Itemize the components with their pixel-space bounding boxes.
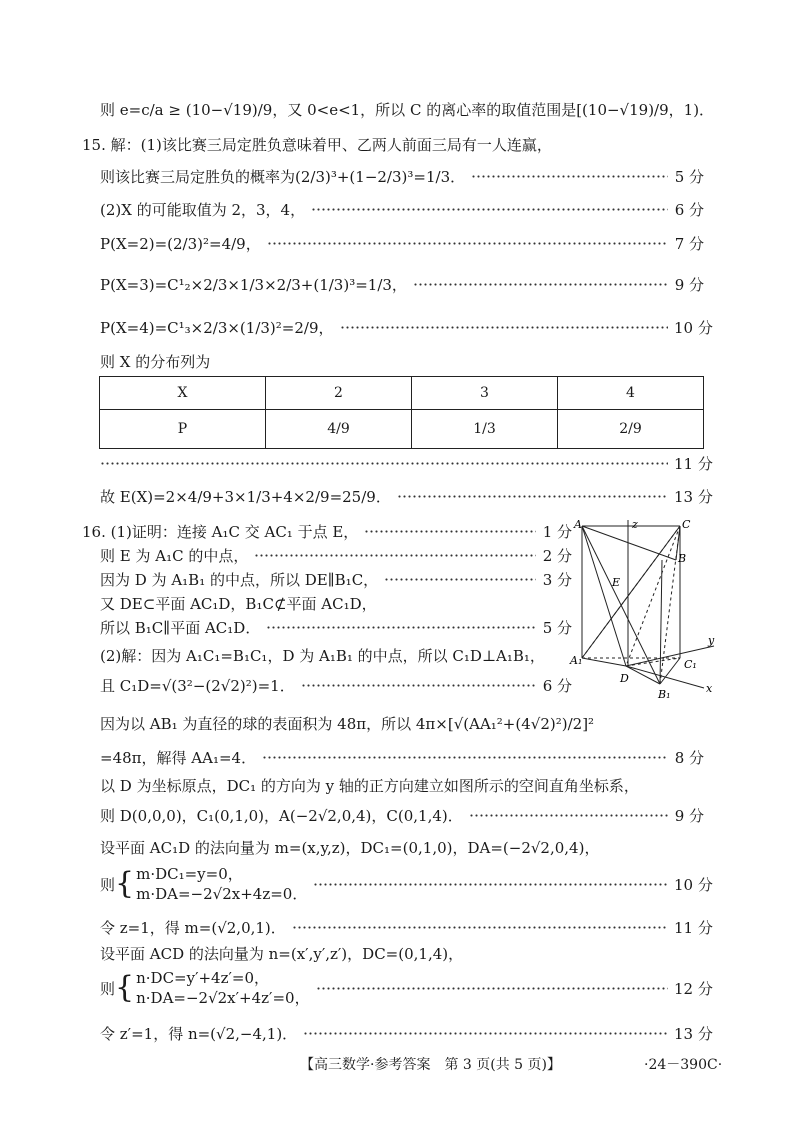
leader-dots xyxy=(413,283,668,286)
figure-label: B₁ xyxy=(658,688,671,701)
text-line: 令 z=1，得 m=(√2,0,1)． 11 分 xyxy=(100,918,713,937)
text-line: P(X=3)=C¹₂×2/3×1/3×2/3+(1/3)³=1/3， 9 分 xyxy=(100,275,704,294)
table-cell: 4/9 xyxy=(266,410,412,449)
score: 10 分 xyxy=(674,318,713,337)
leader-dots xyxy=(469,814,668,817)
leader-dots xyxy=(384,578,536,581)
leader-dots xyxy=(313,883,668,886)
table-header-cell: 3 xyxy=(412,377,558,410)
leader-dots xyxy=(292,926,668,929)
score: 6 分 xyxy=(542,676,572,695)
text-line: 又 DE⊂平面 AC₁D，B₁C⊄平面 AC₁D， xyxy=(100,594,377,613)
text-line: 令 z′=1，得 n=(√2,−4,1)． 13 分 xyxy=(100,1024,713,1043)
text-line: 则该比赛三局定胜负的概率为(2/3)³+(1−2/3)³=1/3． 5 分 xyxy=(100,167,704,186)
score: 11 分 xyxy=(674,918,713,937)
leader-dots xyxy=(100,462,668,465)
text-line: 所以 B₁C∥平面 AC₁D． 5 分 xyxy=(100,618,572,637)
page-footer: 【高三数学·参考答案 第 3 页(共 5 页)】 xyxy=(300,1057,561,1073)
figure-label: E xyxy=(612,576,621,589)
leader-dots xyxy=(301,684,536,687)
leader-dots xyxy=(471,175,668,178)
figure-label: C xyxy=(682,518,691,531)
figure-label: A xyxy=(574,518,582,531)
leader-dots xyxy=(364,530,536,533)
problem-16-heading: 16. (1)证明：连接 A₁C 交 AC₁ 于点 E， xyxy=(82,522,359,541)
text-line xyxy=(100,450,713,476)
score: 5 分 xyxy=(674,167,704,186)
text-line: P(X=2)=(2/3)²=4/9， 7 分 xyxy=(100,234,704,253)
exam-code: ·24－390C· xyxy=(644,1057,723,1073)
text-line: (2)X 的可能取值为 2，3，4， 6 分 xyxy=(100,200,704,219)
text-line: 且 C₁D=√(3²−(2√2)²)=1． 6 分 xyxy=(100,676,572,695)
text-line: 则 { n·DC=y′+4z′=0， n·DA=−2√2x′+4z′=0， 12 分 xyxy=(100,969,713,1007)
score: 2 分 xyxy=(542,546,572,565)
leader-dots xyxy=(267,242,668,245)
text-line xyxy=(100,96,715,122)
text-line: 则 { m·DC₁=y=0， m·DA=−2√2x+4z=0． 10 分 xyxy=(100,865,713,903)
text-line xyxy=(82,131,686,157)
text-line: P(X=4)=C¹₃×2/3×(1/3)²=2/9， 10 分 xyxy=(100,318,713,337)
text-line: 设平面 ACD 的法向量为 n=(x′,y′,z′)，DC=(0,1,4)， xyxy=(100,944,464,963)
table-cell: 1/3 xyxy=(412,410,558,449)
figure-label: D xyxy=(620,672,629,685)
text-line: =48π，解得 AA₁=4． 8 分 xyxy=(100,748,704,767)
score: 5 分 xyxy=(542,618,572,637)
score: 9 分 xyxy=(674,275,704,294)
score: 11 分 xyxy=(674,454,713,473)
leader-dots xyxy=(254,554,536,557)
text-line: 则 D(0,0,0)，C₁(0,1,0)，A(−2√2,0,4)，C(0,1,4)． 9 分 xyxy=(100,806,704,825)
eccentricity-conclusion: 则 e=c/a ≥ (10−√19)/9，又 0<e<1，所以 C 的离心率的取值范围是[(10−√19)/9，1)． xyxy=(100,100,715,119)
leader-dots xyxy=(311,208,668,211)
figure-label: z xyxy=(632,518,638,531)
leader-dots xyxy=(340,326,668,329)
score: 3 分 xyxy=(542,570,572,589)
score: 6 分 xyxy=(674,200,704,219)
score: 13 分 xyxy=(674,487,713,506)
text-line: 设平面 AC₁D 的法向量为 m=(x,y,z)，DC₁=(0,1,0)，DA=(−2√2,0,4)， xyxy=(100,838,600,857)
table-header-cell: X xyxy=(100,377,266,410)
text-line xyxy=(82,518,572,544)
text-line: (2)解：因为 A₁C₁=B₁C₁，D 为 A₁B₁ 的中点，所以 C₁D⊥A₁B₁， xyxy=(100,646,545,665)
text-line: 以 D 为坐标原点，DC₁ 的方向为 y 轴的正方向建立如图所示的空间直角坐标系， xyxy=(100,776,639,795)
equation-system: n·DC=y′+4z′=0， n·DA=−2√2x′+4z′=0， xyxy=(136,969,310,1007)
prism-figure xyxy=(568,516,718,702)
problem-15-heading: 15. 解：(1)该比赛三局定胜负意味着甲、乙两人前面三局有一人连赢， xyxy=(82,135,552,154)
score: 9 分 xyxy=(674,806,704,825)
leader-dots xyxy=(397,495,668,498)
table-header-cell: 2 xyxy=(266,377,412,410)
text-line: 因为 D 为 A₁B₁ 的中点，所以 DE∥B₁C， 3 分 xyxy=(100,570,572,589)
text-line: 因为以 AB₁ 为直径的球的表面积为 48π，所以 4π×[√(AA₁²+(4√2)²)/2]² xyxy=(100,714,595,733)
figure-label: C₁ xyxy=(684,658,697,671)
table-header-cell: 4 xyxy=(558,377,704,410)
table-cell: 2/9 xyxy=(558,410,704,449)
leader-dots xyxy=(316,987,668,990)
equation-system: m·DC₁=y=0， m·DA=−2√2x+4z=0． xyxy=(136,865,308,903)
table-row-label: P xyxy=(100,410,266,449)
leader-dots xyxy=(262,756,668,759)
figure-label: B xyxy=(678,552,687,565)
score: 1 分 xyxy=(542,522,572,541)
text-line: 则 E 为 A₁C 的中点， 2 分 xyxy=(100,546,572,565)
score: 8 分 xyxy=(674,748,704,767)
figure-label: y xyxy=(708,634,715,647)
score: 12 分 xyxy=(674,979,713,998)
score: 13 分 xyxy=(674,1024,713,1043)
text-line: 故 E(X)=2×4/9+3×1/3+4×2/9=25/9． 13 分 xyxy=(100,487,713,506)
figure-label: A₁ xyxy=(570,654,583,667)
text-line: 则 X 的分布列为 xyxy=(100,352,211,371)
leader-dots xyxy=(303,1032,668,1035)
score: 10 分 xyxy=(674,875,713,894)
distribution-table xyxy=(99,376,704,449)
score: 7 分 xyxy=(674,234,704,253)
figure-label: x xyxy=(706,682,713,695)
leader-dots xyxy=(266,626,536,629)
